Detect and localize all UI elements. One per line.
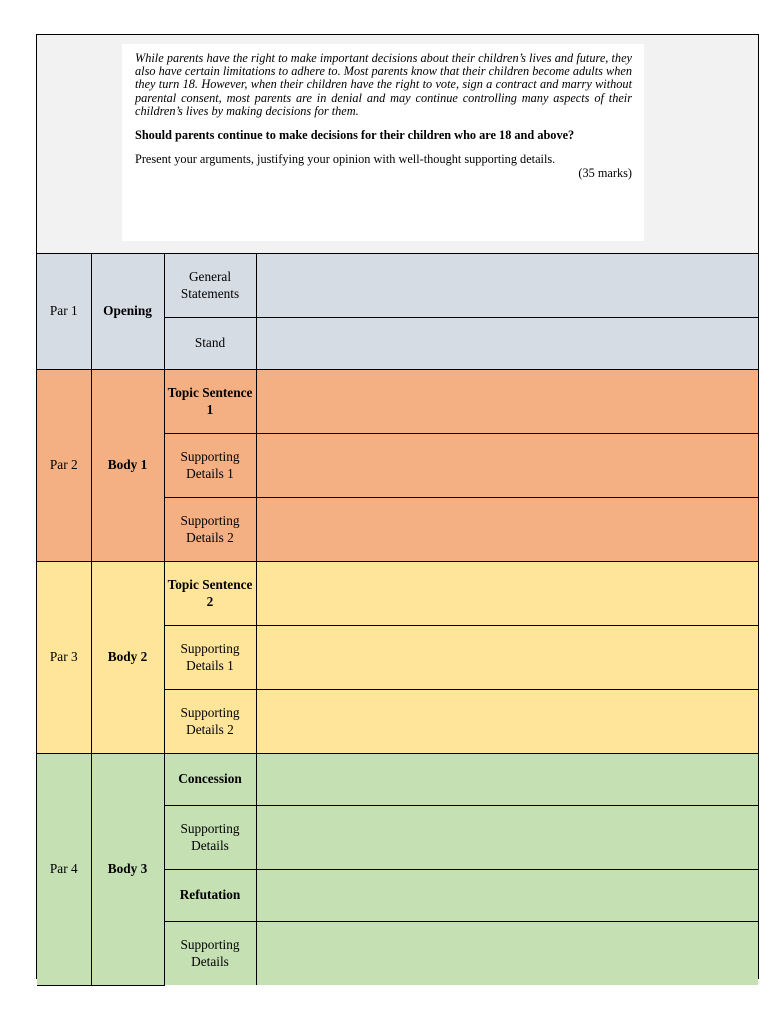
essay-plan-table — [37, 254, 758, 986]
row-label: Supporting Details 1 — [164, 434, 256, 498]
section-label: Body 1 — [91, 370, 164, 562]
row-label: Supporting Details 2 — [164, 498, 256, 562]
writing-cell[interactable] — [256, 498, 758, 562]
par-label: Par 4 — [37, 754, 91, 986]
row-label: Stand — [164, 318, 256, 370]
row-label: Supporting Details — [164, 922, 256, 986]
prompt-question: Should parents continue to make decisions for their children who are 18 and above? — [135, 128, 575, 143]
table-row — [37, 754, 758, 806]
row-label: Supporting Details — [164, 806, 256, 870]
writing-cell[interactable] — [256, 754, 758, 806]
prompt-instruction: Present your arguments, justifying your opinion with well-thought supporting details. — [135, 152, 556, 167]
section-label: Body 2 — [91, 562, 164, 754]
row-label: Topic Sentence 2 — [164, 562, 256, 626]
writing-cell[interactable] — [256, 370, 758, 434]
writing-cell[interactable] — [256, 318, 758, 370]
writing-cell[interactable] — [256, 562, 758, 626]
prompt-marks: (35 marks) — [578, 166, 632, 181]
prompt-card — [122, 44, 644, 241]
writing-cell[interactable] — [256, 434, 758, 498]
par-label: Par 2 — [37, 370, 91, 562]
prompt-area — [37, 35, 758, 254]
prompt-passage: While parents have the right to make important decisions about their children’s lives and future, they also have certain limitations to adhere to. Most parents know that their children become adults when they turn 18. However, when their children have the right to vote, sign a contract and marry without parental consent, most parents are in denial and may continue controlling many aspects of their children’s lives by making decisions for them. — [135, 51, 632, 118]
row-label: General Statements — [164, 254, 256, 318]
table-row — [37, 370, 758, 434]
writing-cell[interactable] — [256, 254, 758, 318]
essay-plan-frame — [36, 34, 759, 979]
writing-cell[interactable] — [256, 806, 758, 870]
row-label: Concession — [164, 754, 256, 806]
section-label: Opening — [91, 254, 164, 370]
table-row — [37, 562, 758, 626]
writing-cell[interactable] — [256, 922, 758, 986]
par-label: Par 1 — [37, 254, 91, 370]
writing-cell[interactable] — [256, 626, 758, 690]
par-label: Par 3 — [37, 562, 91, 754]
row-label: Refutation — [164, 870, 256, 922]
row-label: Supporting Details 2 — [164, 690, 256, 754]
section-label: Body 3 — [91, 754, 164, 986]
writing-cell[interactable] — [256, 870, 758, 922]
row-label: Supporting Details 1 — [164, 626, 256, 690]
table-row — [37, 254, 758, 318]
writing-cell[interactable] — [256, 690, 758, 754]
row-label: Topic Sentence 1 — [164, 370, 256, 434]
